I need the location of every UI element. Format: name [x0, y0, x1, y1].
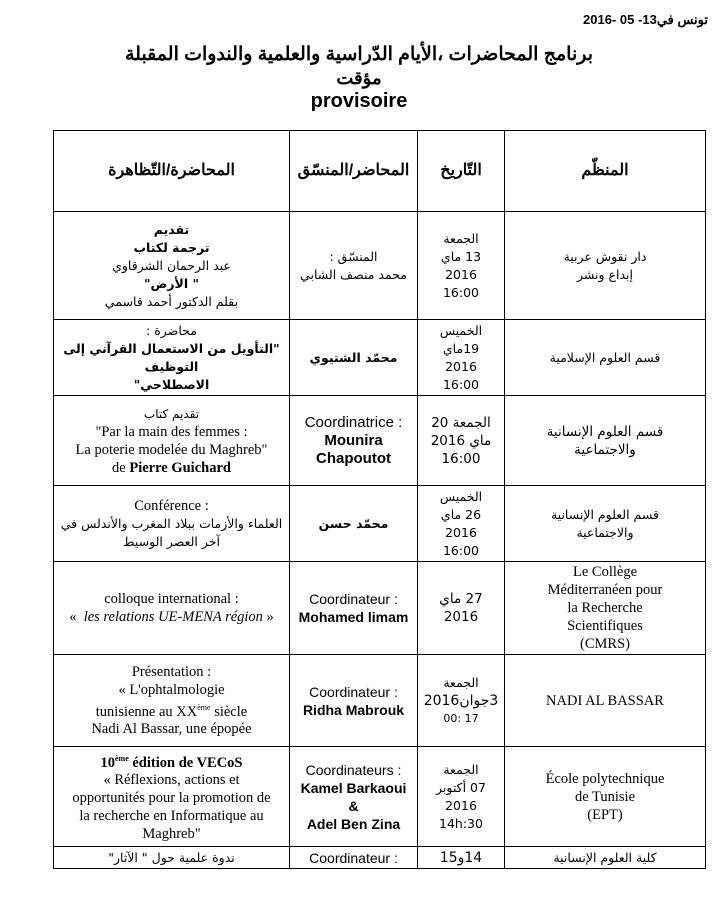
- document-subtitle-ar: مؤقت: [336, 68, 382, 88]
- event-line: opportunités pour la promotion de: [72, 790, 271, 807]
- event-by-text: de: [112, 459, 126, 476]
- organizer-line: École polytechnique: [545, 770, 665, 787]
- header-organizer: المنظّم: [505, 131, 706, 212]
- organizer-cell: [505, 320, 706, 396]
- document-date: تونس في13- 05 -2016: [583, 12, 708, 27]
- organizer-line: de Tunisie: [574, 788, 636, 805]
- organizer-cell: [505, 562, 706, 655]
- date-line: الجمعة: [443, 230, 479, 246]
- event-cell: [54, 212, 290, 320]
- event-sup: ème: [197, 702, 211, 712]
- event-line: colloque international :: [104, 591, 239, 607]
- event-line: ترجمة لكتاب: [133, 239, 210, 255]
- organizer-cell: [505, 747, 706, 847]
- organizer-cell: [505, 396, 706, 486]
- date-line: 27 ماي: [439, 591, 483, 607]
- event-line: آخر العصر الوسيط: [123, 533, 220, 549]
- organizer-line: دار نقوش عربية: [563, 248, 647, 264]
- date-cell: [418, 396, 505, 486]
- date-line: 26 ماي: [440, 506, 482, 522]
- event-cell: [54, 655, 290, 747]
- organizer-line: la Recherche: [567, 600, 643, 616]
- event-line: عبد الرحمان الشرقاوي: [112, 257, 231, 273]
- event-cell: [54, 486, 290, 562]
- date-cell: [418, 562, 505, 655]
- organizer-line: Méditerranéen pour: [547, 582, 663, 598]
- date-line: الجمعة: [443, 674, 479, 690]
- event-line: تقديم كتاب: [143, 406, 200, 421]
- speaker-line: Chapoutot: [316, 449, 391, 467]
- date-line: 2016: [445, 266, 477, 282]
- event-cell: [54, 747, 290, 847]
- speaker-line: Coordinateurs :: [305, 761, 402, 778]
- header-speaker: المحاضر/المنسّق: [290, 131, 418, 212]
- date-line: 3جوان2016: [423, 692, 499, 709]
- date-line: 16:00: [442, 284, 480, 300]
- date-line: 2016: [445, 358, 477, 374]
- document-title: برنامج المحاضرات ،الأيام الدّراسية والعلمية والندوات المقبلة: [124, 44, 594, 65]
- header-event: المحاضرة/التّظاهرة: [54, 131, 290, 212]
- speaker-cell: [290, 486, 418, 562]
- event-line: Maghreb": [142, 826, 201, 843]
- event-text: édition de VECoS: [128, 754, 243, 771]
- organizer-cell: [505, 486, 706, 562]
- date-line: 13 ماي: [440, 248, 482, 264]
- table-row: [54, 486, 706, 562]
- organizer-line: NADI AL BASSAR: [546, 692, 664, 709]
- event-line: " الأرض": [144, 275, 199, 291]
- organizer-line: Scientifiques: [567, 618, 643, 634]
- date-line: الجمعة: [443, 761, 479, 777]
- speaker-line: Mohamed limam: [298, 609, 409, 625]
- date-line: 14و15: [439, 849, 483, 866]
- speaker-line: Kamel Barkaoui: [300, 779, 407, 796]
- event-line: الاصطلاحي": [133, 376, 210, 392]
- organizer-line: (EPT): [587, 806, 623, 823]
- event-line: la recherche en Informatique au: [79, 808, 264, 825]
- event-text: 10: [100, 754, 115, 771]
- event-line: بقلم الدكتور أحمد قاسمي: [104, 293, 239, 309]
- date-line: 17 :00: [443, 711, 479, 725]
- organizer-line: (CMRS): [580, 636, 630, 652]
- event-line: تقديم: [153, 221, 190, 237]
- date-cell: [418, 486, 505, 562]
- event-line: العلماء والأزمات ببلاد المغرب والأندلس في: [60, 515, 283, 531]
- date-cell: [418, 212, 505, 320]
- event-text: tunisienne au XX: [95, 703, 198, 720]
- event-line: les relations UE-MENA région: [83, 609, 263, 625]
- speaker-line: Coordinateur :: [309, 683, 398, 700]
- organizer-line: قسم العلوم الإسلامية: [549, 349, 661, 365]
- organizer-line: قسم العلوم الإنسانية: [546, 423, 664, 440]
- event-cell: [54, 847, 290, 869]
- program-table: [53, 130, 706, 869]
- speaker-line: Coordinateur :: [309, 849, 398, 866]
- table-header-row: [54, 131, 706, 212]
- event-line: "التأويل من الاستعمال القرآني إلى التوظيف: [63, 340, 280, 374]
- speaker-line: &: [348, 797, 359, 814]
- document-title-block: [0, 42, 718, 114]
- document-subtitle-fr: provisoire: [310, 90, 408, 112]
- date-line: الخميس: [439, 488, 483, 504]
- organizer-line: والاجتماعية: [574, 441, 636, 458]
- table-row: [54, 562, 706, 655]
- organizer-line: Le Collège: [572, 564, 638, 580]
- speaker-line: Coordinatrice :: [304, 413, 403, 431]
- date-line: 2016: [443, 609, 479, 625]
- event-sup: ème: [114, 753, 129, 763]
- speaker-cell: [290, 396, 418, 486]
- speaker-cell: [290, 655, 418, 747]
- table-row: [54, 847, 706, 869]
- organizer-cell: [505, 655, 706, 747]
- event-line: La poterie modelée du Maghreb": [75, 441, 268, 458]
- date-line: الخميس: [439, 322, 483, 338]
- date-cell: [418, 747, 505, 847]
- date-line: ماي 2016: [430, 432, 492, 449]
- date-cell: [418, 320, 505, 396]
- organizer-line: كلية العلوم الإنسانية: [553, 849, 657, 865]
- speaker-cell: [290, 847, 418, 869]
- speaker-cell: [290, 320, 418, 396]
- organizer-line: قسم العلوم الإنسانية: [550, 506, 660, 522]
- date-line: 19ماي: [442, 340, 480, 356]
- speaker-line: Coordinateur :: [309, 591, 398, 607]
- speaker-line: Adel Ben Zina: [306, 815, 401, 832]
- organizer-line: إبداع ونشر: [577, 266, 633, 282]
- date-cell: [418, 847, 505, 869]
- event-line: Conférence :: [134, 497, 209, 514]
- speaker-cell: [290, 212, 418, 320]
- speaker-line: Ridha Mabrouk: [302, 701, 405, 718]
- event-line: محاضرة :: [146, 322, 197, 338]
- event-cell: [54, 320, 290, 396]
- date-line: الجمعة 20: [431, 414, 491, 431]
- date-line: 14h:30: [439, 815, 483, 831]
- event-line: Présentation :: [131, 663, 212, 680]
- event-cell: [54, 396, 290, 486]
- date-cell: [418, 655, 505, 747]
- table-row: [54, 212, 706, 320]
- event-line: "Par la main des femmes :: [95, 423, 248, 440]
- speaker-line: محمّد حسن: [318, 515, 389, 531]
- event-line: « L'ophtalmologie: [118, 681, 225, 698]
- event-line: Nadi Al Bassar, une épopée: [91, 721, 252, 738]
- date-line: 16:00: [442, 376, 480, 392]
- speaker-cell: [290, 747, 418, 847]
- event-text: siècle: [210, 703, 248, 720]
- event-cell: colloque international : « les relations UE-MENA région »: [54, 562, 290, 655]
- date-line: 16:00: [441, 450, 481, 467]
- date-line: 07 أكتوبر: [436, 779, 486, 795]
- organizer-line: والاجتماعية: [576, 524, 634, 540]
- table-row: [54, 396, 706, 486]
- date-line: 2016: [445, 797, 477, 813]
- table-row: [54, 320, 706, 396]
- date-line: 2016: [445, 524, 477, 540]
- date-line: 16:00: [442, 542, 480, 558]
- table-row: [54, 655, 706, 747]
- organizer-cell: [505, 847, 706, 869]
- organizer-cell: [505, 212, 706, 320]
- speaker-line: محمّد الشتيوي: [309, 349, 398, 365]
- event-line: ندوة علمية حول " الآثار": [108, 849, 235, 865]
- speaker-line: محمد منصف الشابي: [300, 266, 407, 282]
- speaker-line: Mounira: [324, 431, 383, 449]
- event-line: « Réflexions, actions et: [103, 772, 240, 789]
- speaker-line: المنسّق :: [329, 248, 378, 264]
- event-author: Pierre Guichard: [129, 459, 231, 476]
- table-row: [54, 747, 706, 847]
- header-date: التّاريخ: [418, 131, 505, 212]
- speaker-cell: [290, 562, 418, 655]
